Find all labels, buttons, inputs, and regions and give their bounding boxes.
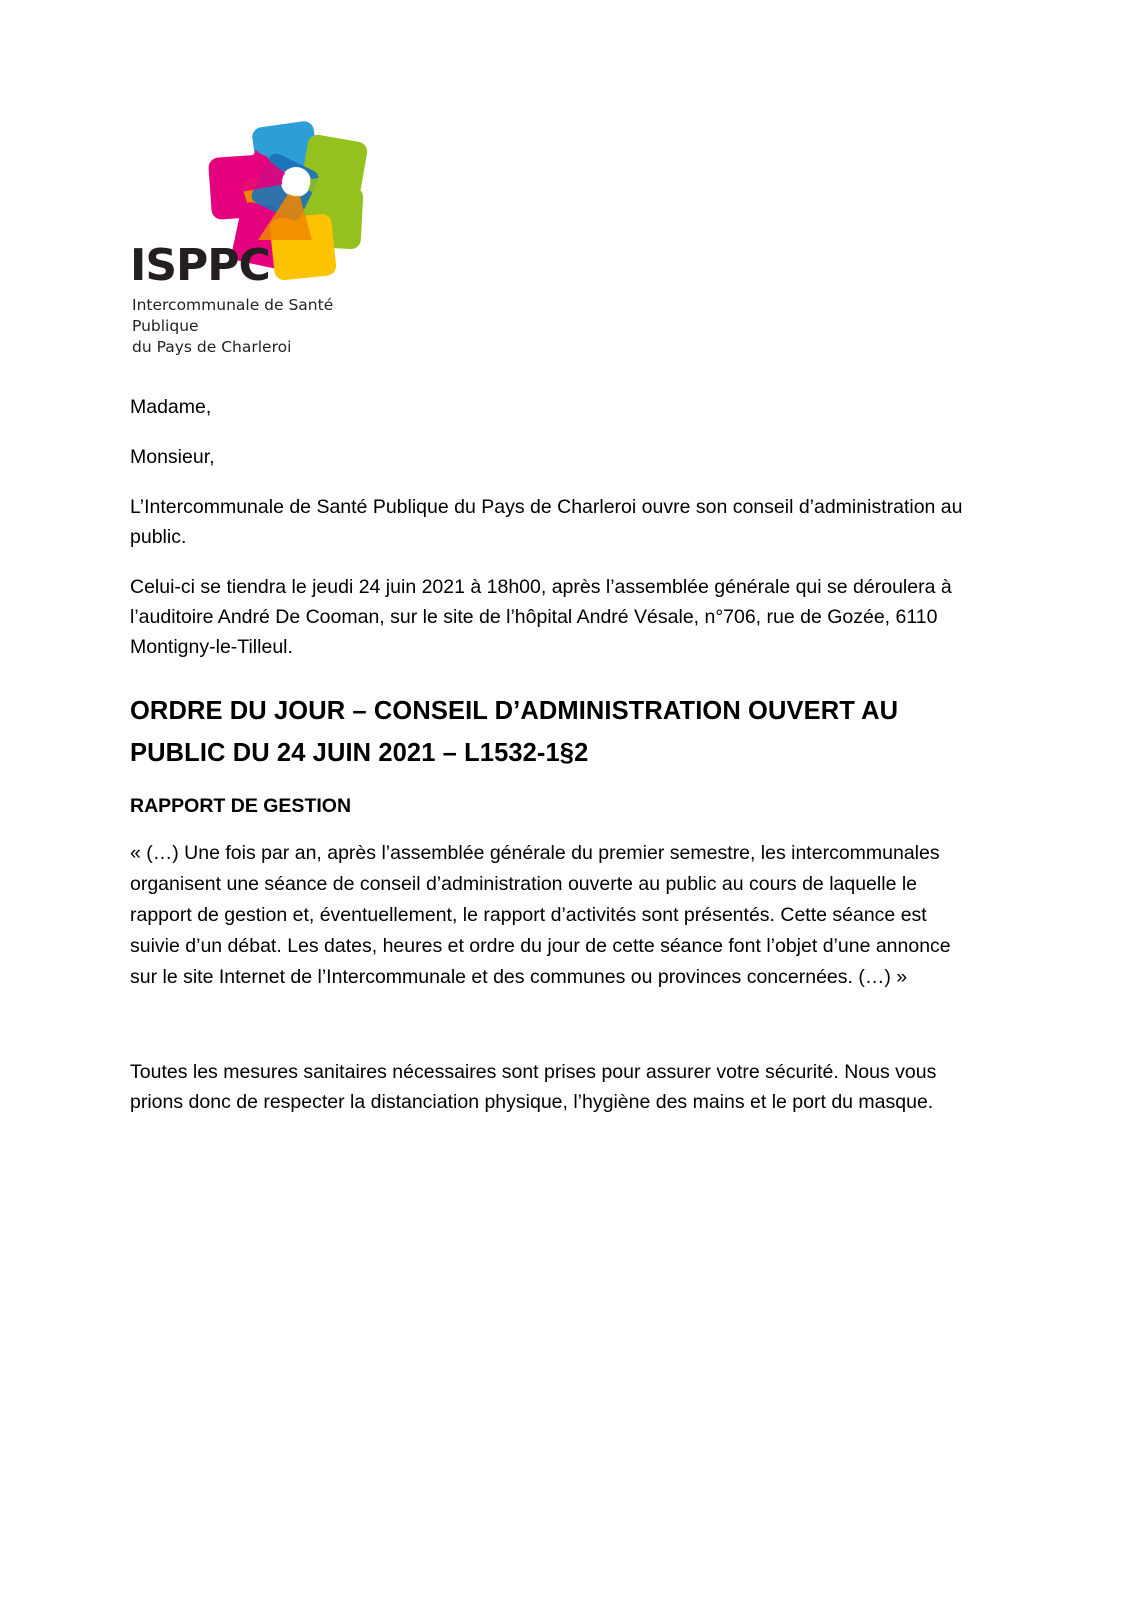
intro-paragraph: L’Intercommunale de Santé Publique du Pays de Charleroi ouvre son conseil d’administration au public. bbox=[130, 496, 963, 548]
logo-tagline bbox=[132, 295, 392, 358]
section-title-rapport-de-gestion: RAPPORT DE GESTION bbox=[130, 795, 352, 817]
logo-tagline-line-1: Intercommunale de Santé Publique bbox=[132, 296, 334, 335]
paragraph-spacer bbox=[130, 1013, 970, 1057]
details-paragraph: Celui-ci se tiendra le jeudi 24 juin 2021 à 18h00, après l’assemblée générale qui se déroulera à l’auditoire André De Cooman, sur le site de l’hôpital André Vésale, n°706, rue de Gozée, 6110 Montigny-le-Tilleul. bbox=[130, 576, 952, 658]
document-content bbox=[130, 120, 970, 1137]
logo-tagline-line-2: du Pays de Charleroi bbox=[132, 338, 292, 356]
document-title: ORDRE DU JOUR – CONSEIL D’ADMINISTRATION OUVERT AU PUBLIC DU 24 JUIN 2021 – L1532-1§2 bbox=[130, 697, 899, 767]
salutation-madame: Madame, bbox=[130, 396, 212, 418]
closing-paragraph: Toutes les mesures sanitaires nécessaires sont prises pour assurer votre sécurité. Nous vous prions donc de respecter la distanciation physique, l’hygiène des mains et le port du masque. bbox=[130, 1061, 937, 1113]
logo-wordmark: ISPPC bbox=[130, 240, 270, 291]
isppc-logo bbox=[130, 120, 430, 356]
salutation-monsieur: Monsieur, bbox=[130, 446, 215, 468]
legal-quote-paragraph: « (…) Une fois par an, après l’assemblée générale du premier semestre, les intercommunales organisent une séance de conseil d’administration ouverte au public au cours de laquelle le rapport de gestion et, éventuellement, le rapport d’activités sont présentés. Cette séance est suivie d’un débat. Les dates, heures et ordre du jour de cette séance font l’objet d’une annonce sur le site Internet de l’Intercommunale et des communes ou provinces concernées. (…) » bbox=[130, 842, 951, 988]
